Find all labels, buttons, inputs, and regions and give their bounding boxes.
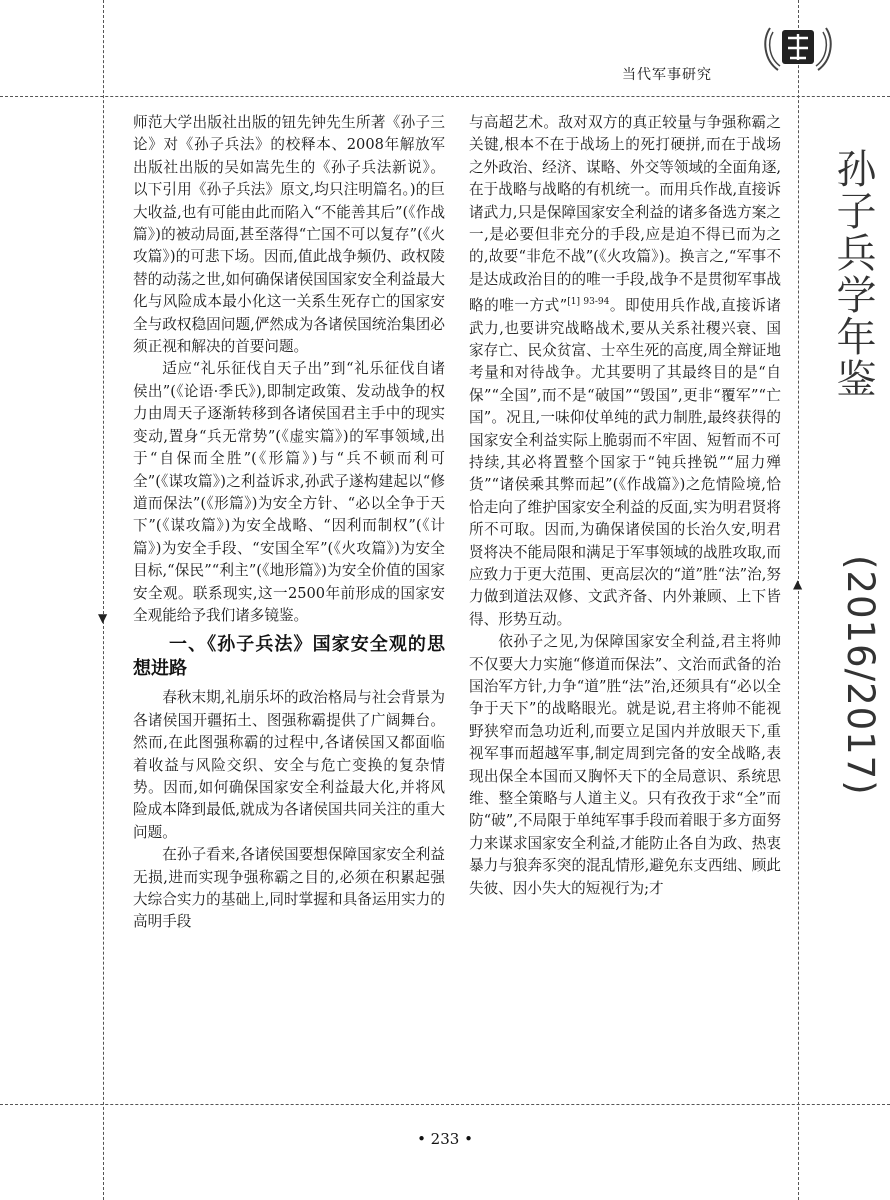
paragraph: 在孙子看来,各诸侯国要想保障国家安全利益无损,进而实现争强称霸之目的,必须在积累起强大综合实力的基础上,同时掌握和具备运用实力的高明手段	[133, 846, 445, 931]
paragraph-text: 与高超艺术。敌对双方的真正较量与争强称霸之关键,根本不在于战场上的死打硬拼,而在于战场之外政治、经济、谋略、外交等领域的全面角逐,在于战略与战略的有机统一。而用兵作战,直接诉诸武力,只是保障国家安全利益的诸多备选方案之一,是必要但非充分的手段,应是迫不得已而为之的,故要“非危不战”(《火攻篇》)。换言之,“军事不是达成政治目的的唯一手段,战争不是贯彻军事战略的唯一方式”	[469, 114, 781, 315]
left-dashed-rule	[103, 0, 104, 1200]
paragraph: 师范大学出版社出版的钮先钟先生所著《孙子三论》对《孙子兵法》的校释本、2008年解放军出版社出版的吴如嵩先生的《孙子兵法新说》。以下引用《孙子兵法》原文,均只注明篇名。)的巨大收益,也有可能由此而陷入“不能善其后”(《作战篇》)的被动局面,甚至落得“亡国不可以复存”(《火攻篇》)的可悲下场。因而,值此战争频仍、政权陵替的动荡之世,如何确保诸侯国国家安全利益最大化与风险成本最小化这一关系生死存亡的国家安全与政权稳固问题,俨然成为各诸侯国统治集团必须正视和解决的首要问题。	[133, 114, 445, 356]
right-text-column	[469, 112, 781, 900]
left-text-column	[133, 112, 445, 934]
page-number: • 233 •	[417, 1130, 473, 1148]
right-dashed-rule	[798, 0, 799, 1200]
up-triangle-marker-icon: ▲	[793, 577, 803, 591]
paragraph	[469, 112, 781, 631]
citation-marker: [1] 93-94	[567, 297, 610, 308]
bottom-dashed-rule	[0, 1104, 890, 1105]
paragraph-text: 。即使用兵作战,直接诉诸武力,也要讲究战略战术,要从关系社稷兴衰、国家存亡、民众贫富、士卒生死的高度,周全辩证地考量和对待战争。尤其要明了其最终目的是“自保”“全国”,而不是“破国”“毁国”,更非“覆军”“亡国”。况且,一味仰仗单纯的武力制胜,最终获得的国家安全利益实际上脆弱而不牢固、短暂而不可持续,其必将置整个国家于“钝兵挫锐”“屈力殚货”“诸侯乘其弊而起”(《作战篇》)之危情险境,恰恰走向了维护国家安全利益的反面,实为明君贤将所不可取。因而,为确保诸侯国的长治久安,明君贤将决不能局限和满足于军事领域的战胜攻取,而应致力于更大范围、更高层次的“道”胜“法”治,努力做到道法双修、文武齐备、内外兼顾、上下皆得、形势互动。	[469, 297, 781, 628]
paragraph: 依孙子之见,为保障国家安全利益,君主将帅不仅要大力实施“修道而保法”、文治而武备的治国治军方针,力争“道”胜“法”治,还须具有“必以全争于天下”的战略眼光。就是说,君主将帅不能视野狭窄而急功近利,而要立足国内并放眼天下,重视军事而超越军事,制定周到完备的安全战略,表现出保全本国而又胸怀天下的全局意识、系统思维、整全策略与人道主义。只有孜孜于求“全”而防“破”,不局限于单纯军事手段而着眼于多方面努力来谋求国家安全利益,才能防止各自为政、热衷暴力与狼奔豕突的混乱情形,避免东支西绌、顾此失彼、因小失大的短视行为;才	[469, 633, 781, 897]
sunzi-yearbook-logo-icon	[760, 20, 836, 76]
top-dashed-rule	[0, 96, 890, 97]
section-heading: 一、《孙子兵法》国家安全观的思想进路	[133, 634, 445, 680]
journal-section-label: 当代军事研究	[622, 67, 712, 83]
side-title-year: (2016/2017)	[839, 555, 882, 796]
down-triangle-marker-icon: ▼	[98, 611, 108, 625]
paragraph: 春秋末期,礼崩乐坏的政治格局与社会背景为各诸侯国开疆拓土、图强称霸提供了广阔舞台。然而,在此图强称霸的过程中,各诸侯国又都面临着收益与风险交织、安全与危亡变换的复杂情势。因而,如何确保国家安全利益最大化,并将风险成本降到最低,就成为各诸侯国共同关注的重大问题。	[133, 689, 445, 841]
paragraph: 适应“礼乐征伐自天子出”到“礼乐征伐自诸侯出”(《论语·季氏》),即制定政策、发动战争的权力由周天子逐渐转移到各诸侯国君主手中的现实变动,置身“兵无常势”(《虚实篇》)的军事领域,出于“自保而全胜”(《形篇》)与“兵不顿而利可全”(《谋攻篇》)之利益诉求,孙武子遂构建起以“修道而保法”(《形篇》)为安全方针、“必以全争于天下”(《谋攻篇》)为安全战略、“因利而制权”(《计篇》)为安全手段、“安国全军”(《火攻篇》)为安全目标,“保民”“利主”(《地形篇》)为安全价值的国家安全观。联系现实,这一2500年前形成的国家安全观能给予我们诸多镜鉴。	[133, 360, 445, 624]
side-title-yearbook: 孙子兵学年鉴	[830, 148, 876, 400]
